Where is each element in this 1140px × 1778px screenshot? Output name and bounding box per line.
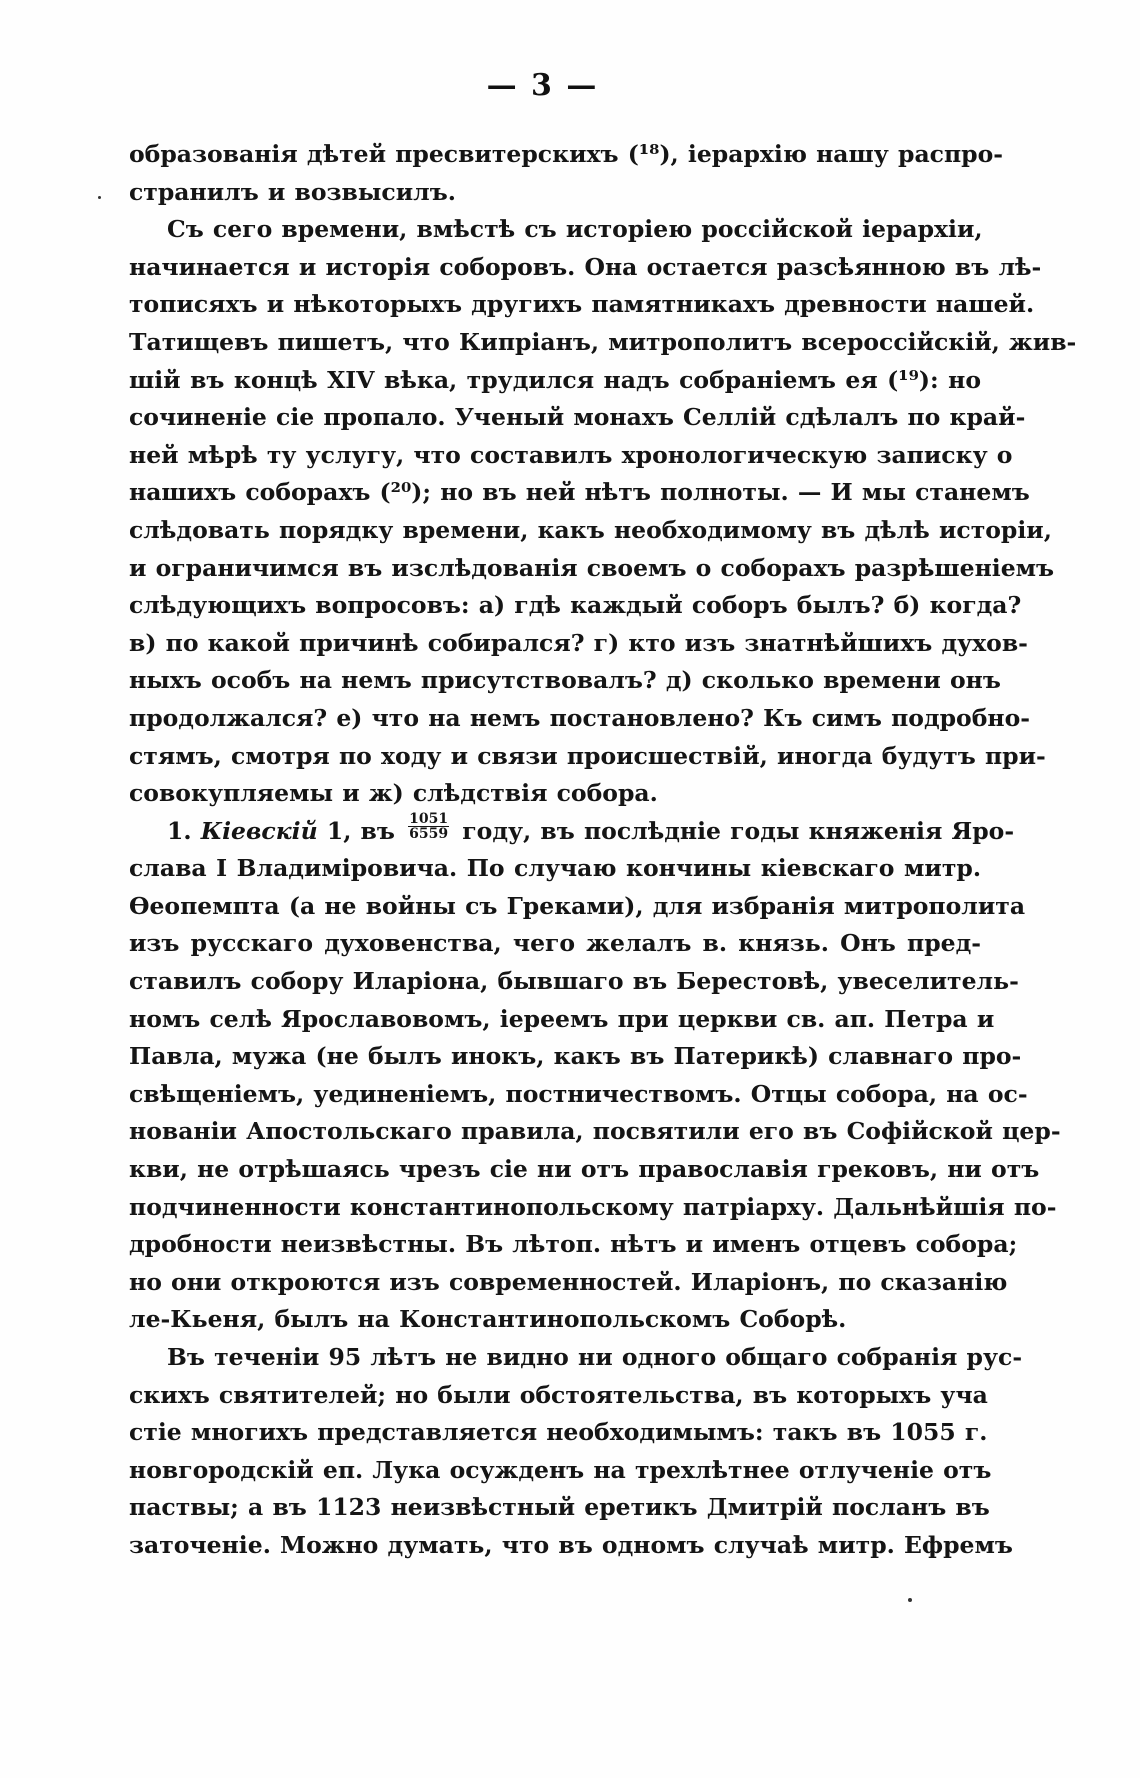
- text-line: Татищевъ пишетъ, что Кипріанъ, митрополитъ всероссійскій, жив-: [129, 327, 1077, 356]
- text-line: стіе многихъ представляется необходимымъ: такъ въ 1055 г.: [129, 1418, 988, 1447]
- item-line-rest: году, въ послѣдніе годы княженія Яро-: [462, 816, 1015, 845]
- item-number: 1.: [167, 816, 192, 845]
- scan-speck: [98, 196, 101, 199]
- text-line: но они откроются изъ современностей. Иларіонъ, по сказанію: [129, 1267, 1008, 1296]
- text-line: Ѳеопемпта (а не войны съ Греками), для избранія митрополита: [129, 891, 1026, 920]
- text-line: заточеніе. Можно думать, что въ одномъ случаѣ митр. Ефремъ: [129, 1530, 1013, 1559]
- paragraph-4: [129, 1339, 1023, 1565]
- text-line: ней мѣрѣ ту услугу, что составилъ хронологическую записку о: [129, 440, 1013, 469]
- text-line: дробности неизвѣстны. Въ лѣтоп. нѣтъ и именъ отцевъ собора;: [129, 1230, 1018, 1259]
- text-line: нованіи Апостольскаго правила, посвятили его въ Софійской цер-: [129, 1117, 1061, 1146]
- text-line: ставилъ собору Иларіона, бывшаго въ Берестовѣ, увеселитель-: [129, 967, 1019, 996]
- text-line: слѣдовать порядку времени, какъ необходимому въ дѣлѣ исторіи,: [129, 515, 1052, 544]
- page-number: — 3 —: [486, 68, 599, 103]
- text-line: новгородскій еп. Лука осужденъ на трехлѣтнее отлученіе отъ: [129, 1455, 992, 1484]
- item-title: Кіевскій: [200, 816, 318, 845]
- text-line: странилъ и возвысилъ.: [129, 177, 456, 206]
- text-line: слѣдующихъ вопросовъ: а) гдѣ каждый соборъ былъ? б) когда?: [129, 591, 1022, 620]
- page-body-text: [129, 136, 1077, 1565]
- text-line: стямъ, смотря по ходу и связи происшествій, иногда будутъ при-: [129, 741, 1046, 770]
- text-line-item-heading: [129, 810, 1015, 851]
- text-line: паствы; а въ 1123 неизвѣстный еретикъ Дмитрій посланъ въ: [129, 1493, 990, 1522]
- text-line: тописяхъ и нѣкоторыхъ другихъ памятникахъ древности нашей.: [129, 290, 1035, 319]
- text-line: ле-Кьеня, былъ на Константинопольскомъ Соборѣ.: [129, 1305, 847, 1334]
- scan-speck: [908, 1598, 912, 1602]
- text-line: Съ сего времени, вмѣстѣ съ исторіею россійской іерархіи,: [167, 215, 983, 244]
- text-line: номъ селѣ Ярославовомъ, іереемъ при церкви св. ап. Петра и: [129, 1004, 995, 1033]
- text-line: ныхъ особъ на немъ присутствовалъ? д) сколько времени онъ: [129, 666, 1001, 695]
- text-line: начинается и исторія соборовъ. Она остается разсѣянною въ лѣ-: [129, 252, 1042, 281]
- paragraph-3: [129, 810, 1061, 1339]
- text-line: изъ русскаго духовенства, чего желалъ в. князь. Онъ пред-: [129, 929, 981, 958]
- text-line: Павла, мужа (не былъ инокъ, какъ въ Патерикѣ) славнаго про-: [129, 1042, 1022, 1071]
- text-line: сочиненіе сіе пропало. Ученый монахъ Селлій сдѣлалъ по край-: [129, 403, 1026, 432]
- item-after-title: 1, въ: [326, 816, 395, 845]
- text-line: в) по какой причинѣ собирался? г) кто изъ знатнѣйшихъ духов-: [129, 628, 1028, 657]
- text-line: образованія дѣтей пресвитерскихъ (¹⁸), іерархію нашу распро-: [129, 140, 1004, 168]
- text-line: скихъ святителей; но были обстоятельства, въ которыхъ уча: [129, 1380, 988, 1409]
- text-line: подчиненности константинопольскому патріарху. Дальнѣйшія по-: [129, 1192, 1057, 1221]
- text-line: продолжался? е) что на немъ постановлено? Къ симъ подробно-: [129, 703, 1031, 732]
- text-line: Въ теченіи 95 лѣтъ не видно ни одного общаго собранія рус-: [167, 1343, 1023, 1371]
- text-line: нашихъ соборахъ (²⁰); но въ ней нѣтъ полноты. — И мы станемъ: [129, 478, 1030, 507]
- year-fraction: [408, 812, 449, 841]
- fraction-bottom: 6559: [409, 825, 449, 842]
- fraction-top: 1051: [409, 810, 449, 827]
- text-line: свѣщеніемъ, уединеніемъ, постничествомъ. Отцы собора, на ос-: [129, 1079, 1028, 1108]
- text-line: совокупляемы и ж) слѣдствія собора.: [129, 779, 658, 808]
- text-line: шій въ концѣ XIV вѣка, трудился надъ собраніемъ ея (¹⁹): но: [129, 365, 981, 394]
- text-line: и ограничимся въ изслѣдованія своемъ о соборахъ разрѣшеніемъ: [129, 553, 1055, 582]
- paragraph-1: [129, 136, 1004, 211]
- text-line: слава I Владиміровича. По случаю кончины кіевскаго митр.: [129, 854, 981, 883]
- paragraph-2: [129, 211, 1077, 813]
- text-line: кви, не отрѣшаясь чрезъ сіе ни отъ православія грековъ, ни отъ: [129, 1155, 1040, 1184]
